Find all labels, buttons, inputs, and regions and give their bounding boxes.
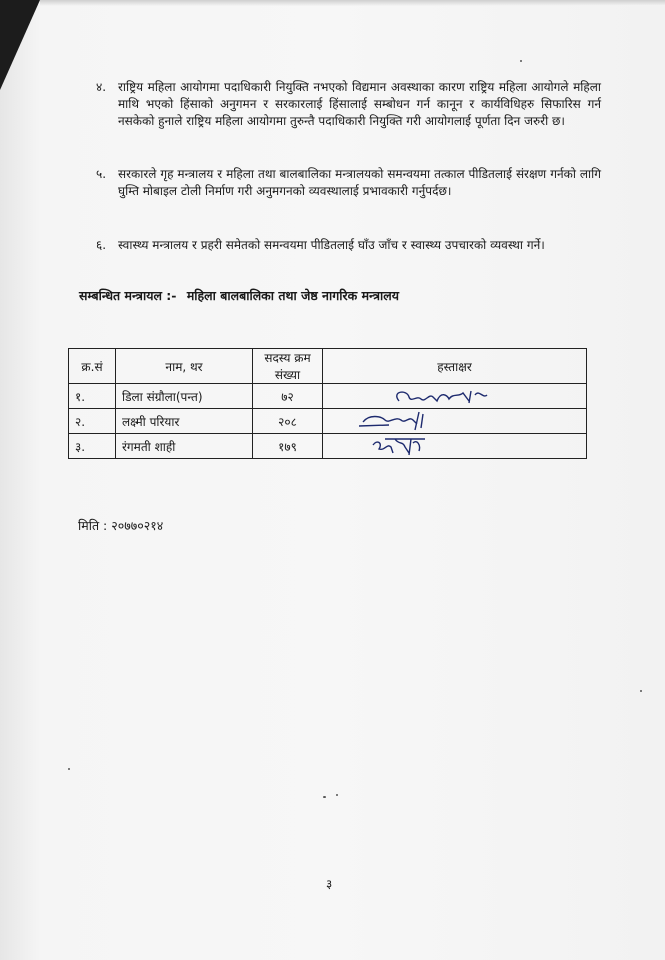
handwritten-signature	[329, 435, 580, 457]
related-ministry-label: सम्बन्धित मन्त्रायल :-	[79, 288, 177, 303]
point-6	[96, 237, 601, 254]
related-ministry	[79, 287, 579, 305]
row-sn: १.	[69, 384, 116, 409]
scan-top-edge	[40, 0, 665, 6]
scan-speck	[640, 690, 642, 692]
row-name: रंगमती शाही	[116, 434, 253, 459]
row-member-no: ७२	[253, 384, 323, 409]
signature-cell	[323, 409, 587, 434]
point-5	[96, 166, 601, 200]
scan-speck	[336, 794, 338, 796]
signature-cell	[323, 384, 587, 409]
row-sn: ३.	[69, 434, 116, 459]
related-ministry-value: महिला बालबालिका तथा जेष्ठ नागरिक मन्त्रालय	[186, 288, 399, 303]
page-number: ३	[326, 877, 333, 891]
document-date: मिति : २०७७०२१४	[78, 518, 164, 533]
table-row	[69, 409, 587, 434]
table-row	[69, 384, 587, 409]
row-sn: २.	[69, 409, 116, 434]
row-name: लक्ष्मी परियार	[116, 409, 253, 434]
row-member-no: १७९	[253, 434, 323, 459]
members-table	[68, 348, 587, 459]
handwritten-signature	[329, 410, 580, 432]
header-member-no: सदस्य क्रम संख्या	[253, 349, 323, 384]
scan-speck	[323, 796, 326, 798]
scan-corner-shadow	[0, 0, 40, 90]
point-text: स्वास्थ्य मन्त्रालय र प्रहरी समेतको समन्वयमा पीडितलाई घाँउ जाँच र स्वास्थ्य उपचारको व्यवस्था गर्ने।	[118, 238, 545, 252]
signature-cell	[323, 434, 587, 459]
header-signature: हस्ताक्षर	[323, 349, 587, 384]
point-text: राष्ट्रिय महिला आयोगमा पदाधिकारी नियुक्ति नभएको विद्यमान अवस्थाका कारण राष्ट्रिय महिला आयोगले महिला माथि भएको हिंसाको अनुगमन र सरकारलाई हिंसालाई सम्बोधन गर्न कानून र कार्यविधिहरु सिफारिस गर्न नसकेको हुनाले राष्ट्रिय महिला आयोगमा तुरुन्तै पदाधिकारी नियुक्ति गरी आयोगलाई पूर्णता दिन जरुरी छ।	[118, 80, 601, 128]
header-sn: क्र.सं	[69, 349, 116, 384]
point-text: सरकारले गृह मन्त्रालय र महिला तथा बालबालिका मन्त्रालयको समन्वयमा तत्काल पीडितलाई संरक्षण गर्नको लागि घुम्ति मोबाइल टोली निर्माण गरी अनुमगनको व्यवस्थालाई प्रभावकारी गर्नुपर्दछ।	[118, 167, 601, 198]
point-number: ६.	[96, 238, 107, 252]
scan-speck	[68, 768, 70, 770]
point-number: ४.	[96, 80, 107, 94]
row-member-no: २०८	[253, 409, 323, 434]
table-header-row	[69, 349, 587, 384]
point-4	[96, 79, 601, 130]
table-row	[69, 434, 587, 459]
point-number: ५.	[96, 167, 107, 181]
scan-speck	[520, 60, 522, 62]
header-name: नाम, थर	[116, 349, 253, 384]
row-name: डिला संग्रौला(पन्त)	[116, 384, 253, 409]
handwritten-signature	[329, 385, 580, 407]
